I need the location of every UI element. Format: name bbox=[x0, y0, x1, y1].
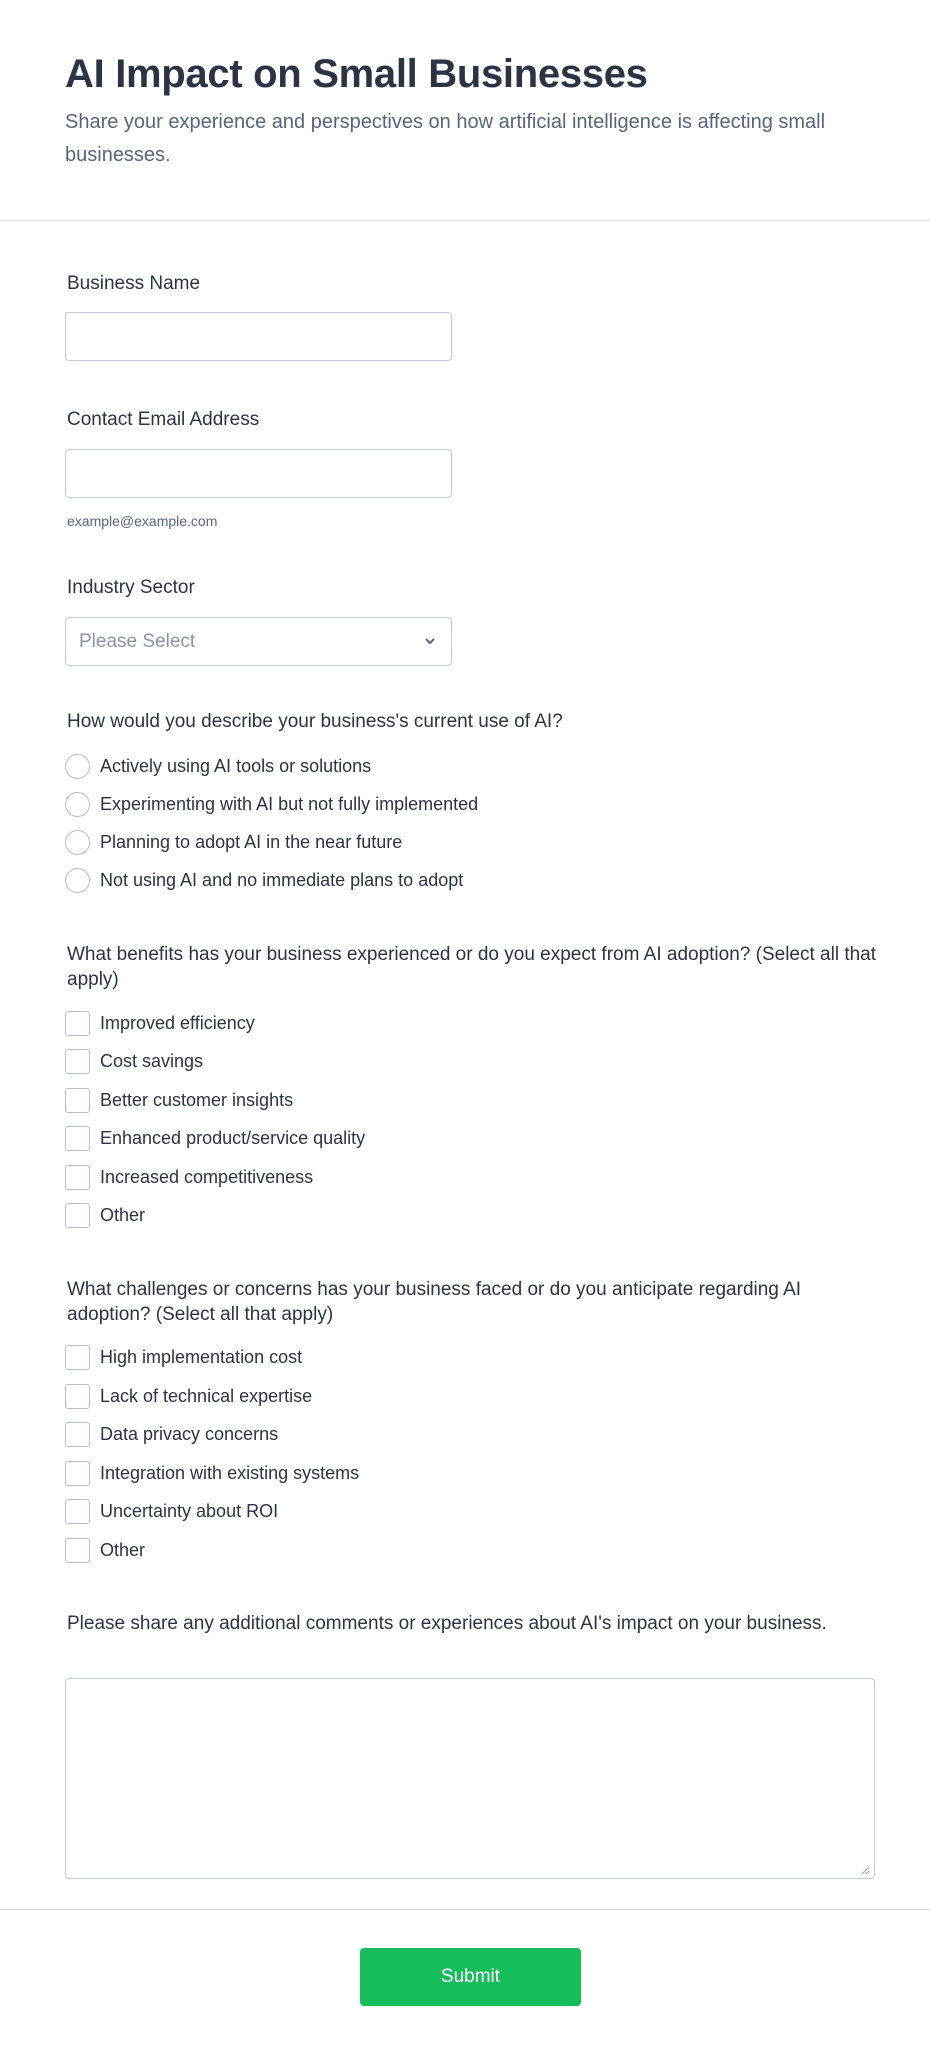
option-label: Lack of technical expertise bbox=[100, 1385, 313, 1406]
industry-select-value: Please Select bbox=[79, 630, 196, 652]
checkbox[interactable] bbox=[65, 1011, 90, 1036]
footer-divider bbox=[0, 1909, 930, 1910]
industry-label: Industry Sector bbox=[67, 577, 195, 598]
option-label: Cost savings bbox=[100, 1050, 204, 1071]
checkbox[interactable] bbox=[65, 1126, 90, 1151]
radio-option[interactable] bbox=[65, 791, 478, 817]
option-label: High implementation cost bbox=[100, 1346, 303, 1367]
option-label: Other bbox=[100, 1204, 146, 1225]
industry-select[interactable] bbox=[65, 617, 452, 666]
radio-button[interactable] bbox=[65, 830, 90, 855]
option-label: Improved efficiency bbox=[100, 1012, 255, 1033]
checkbox[interactable] bbox=[65, 1499, 90, 1524]
option-label: Increased competitiveness bbox=[100, 1166, 314, 1187]
checkbox-option[interactable] bbox=[65, 1383, 312, 1409]
checkbox[interactable] bbox=[65, 1345, 90, 1370]
radio-option[interactable] bbox=[65, 829, 402, 855]
radio-button[interactable] bbox=[65, 868, 90, 893]
checkbox-option[interactable] bbox=[65, 1202, 145, 1228]
email-input[interactable] bbox=[65, 449, 452, 498]
option-label: Other bbox=[100, 1539, 146, 1560]
comments-question: Please share any additional comments or experiences about AI's impact on your business. bbox=[67, 1613, 827, 1634]
checkbox[interactable] bbox=[65, 1049, 90, 1074]
submit-button[interactable]: Submit bbox=[360, 1948, 581, 2006]
comments-textarea[interactable] bbox=[65, 1678, 875, 1879]
option-label: Better customer insights bbox=[100, 1089, 294, 1110]
header-divider bbox=[0, 220, 930, 221]
checkbox-option[interactable] bbox=[65, 1537, 145, 1563]
radio-button[interactable] bbox=[65, 792, 90, 817]
checkbox-option[interactable] bbox=[65, 1125, 365, 1151]
checkbox-option[interactable] bbox=[65, 1421, 278, 1447]
option-label: Uncertainty about ROI bbox=[100, 1500, 279, 1521]
checkbox-option[interactable] bbox=[65, 1164, 313, 1190]
option-label: Planning to adopt AI in the near future bbox=[100, 831, 403, 852]
option-label: Integration with existing systems bbox=[100, 1462, 360, 1483]
benefits-question: What benefits has your business experienced or do you expect from AI adoption? (Select all that apply) bbox=[67, 944, 877, 990]
radio-button[interactable] bbox=[65, 754, 90, 779]
checkbox-option[interactable] bbox=[65, 1460, 359, 1486]
checkbox[interactable] bbox=[65, 1461, 90, 1486]
radio-option[interactable] bbox=[65, 753, 371, 779]
checkbox[interactable] bbox=[65, 1203, 90, 1228]
checkbox[interactable] bbox=[65, 1165, 90, 1190]
option-label: Actively using AI tools or solutions bbox=[100, 755, 372, 776]
option-label: Experimenting with AI but not fully implemented bbox=[100, 793, 479, 814]
checkbox-option[interactable] bbox=[65, 1498, 278, 1524]
email-hint: example@example.com bbox=[67, 513, 218, 529]
chevron-down-icon bbox=[421, 632, 439, 650]
ai-use-question: How would you describe your business's current use of AI? bbox=[67, 711, 563, 732]
business-name-input[interactable] bbox=[65, 312, 452, 361]
form-title: AI Impact on Small Businesses bbox=[65, 52, 648, 96]
email-label: Contact Email Address bbox=[67, 409, 260, 430]
checkbox-option[interactable] bbox=[65, 1344, 302, 1370]
checkbox-option[interactable] bbox=[65, 1010, 255, 1036]
option-label: Data privacy concerns bbox=[100, 1423, 279, 1444]
checkbox-option[interactable] bbox=[65, 1048, 203, 1074]
business-name-label: Business Name bbox=[67, 273, 201, 294]
form-subtitle: Share your experience and perspectives on how artificial intelligence is affecting small businesses. bbox=[65, 111, 826, 166]
radio-option[interactable] bbox=[65, 867, 463, 893]
checkbox-option[interactable] bbox=[65, 1087, 293, 1113]
checkbox[interactable] bbox=[65, 1384, 90, 1409]
option-label: Enhanced product/service quality bbox=[100, 1127, 366, 1148]
checkbox[interactable] bbox=[65, 1088, 90, 1113]
option-label: Not using AI and no immediate plans to adopt bbox=[100, 869, 464, 890]
resize-grip-icon[interactable] bbox=[860, 1865, 870, 1875]
checkbox[interactable] bbox=[65, 1422, 90, 1447]
checkbox[interactable] bbox=[65, 1538, 90, 1563]
challenges-question: What challenges or concerns has your business faced or do you anticipate regarding AI adoption? (Select all that apply) bbox=[67, 1279, 802, 1325]
